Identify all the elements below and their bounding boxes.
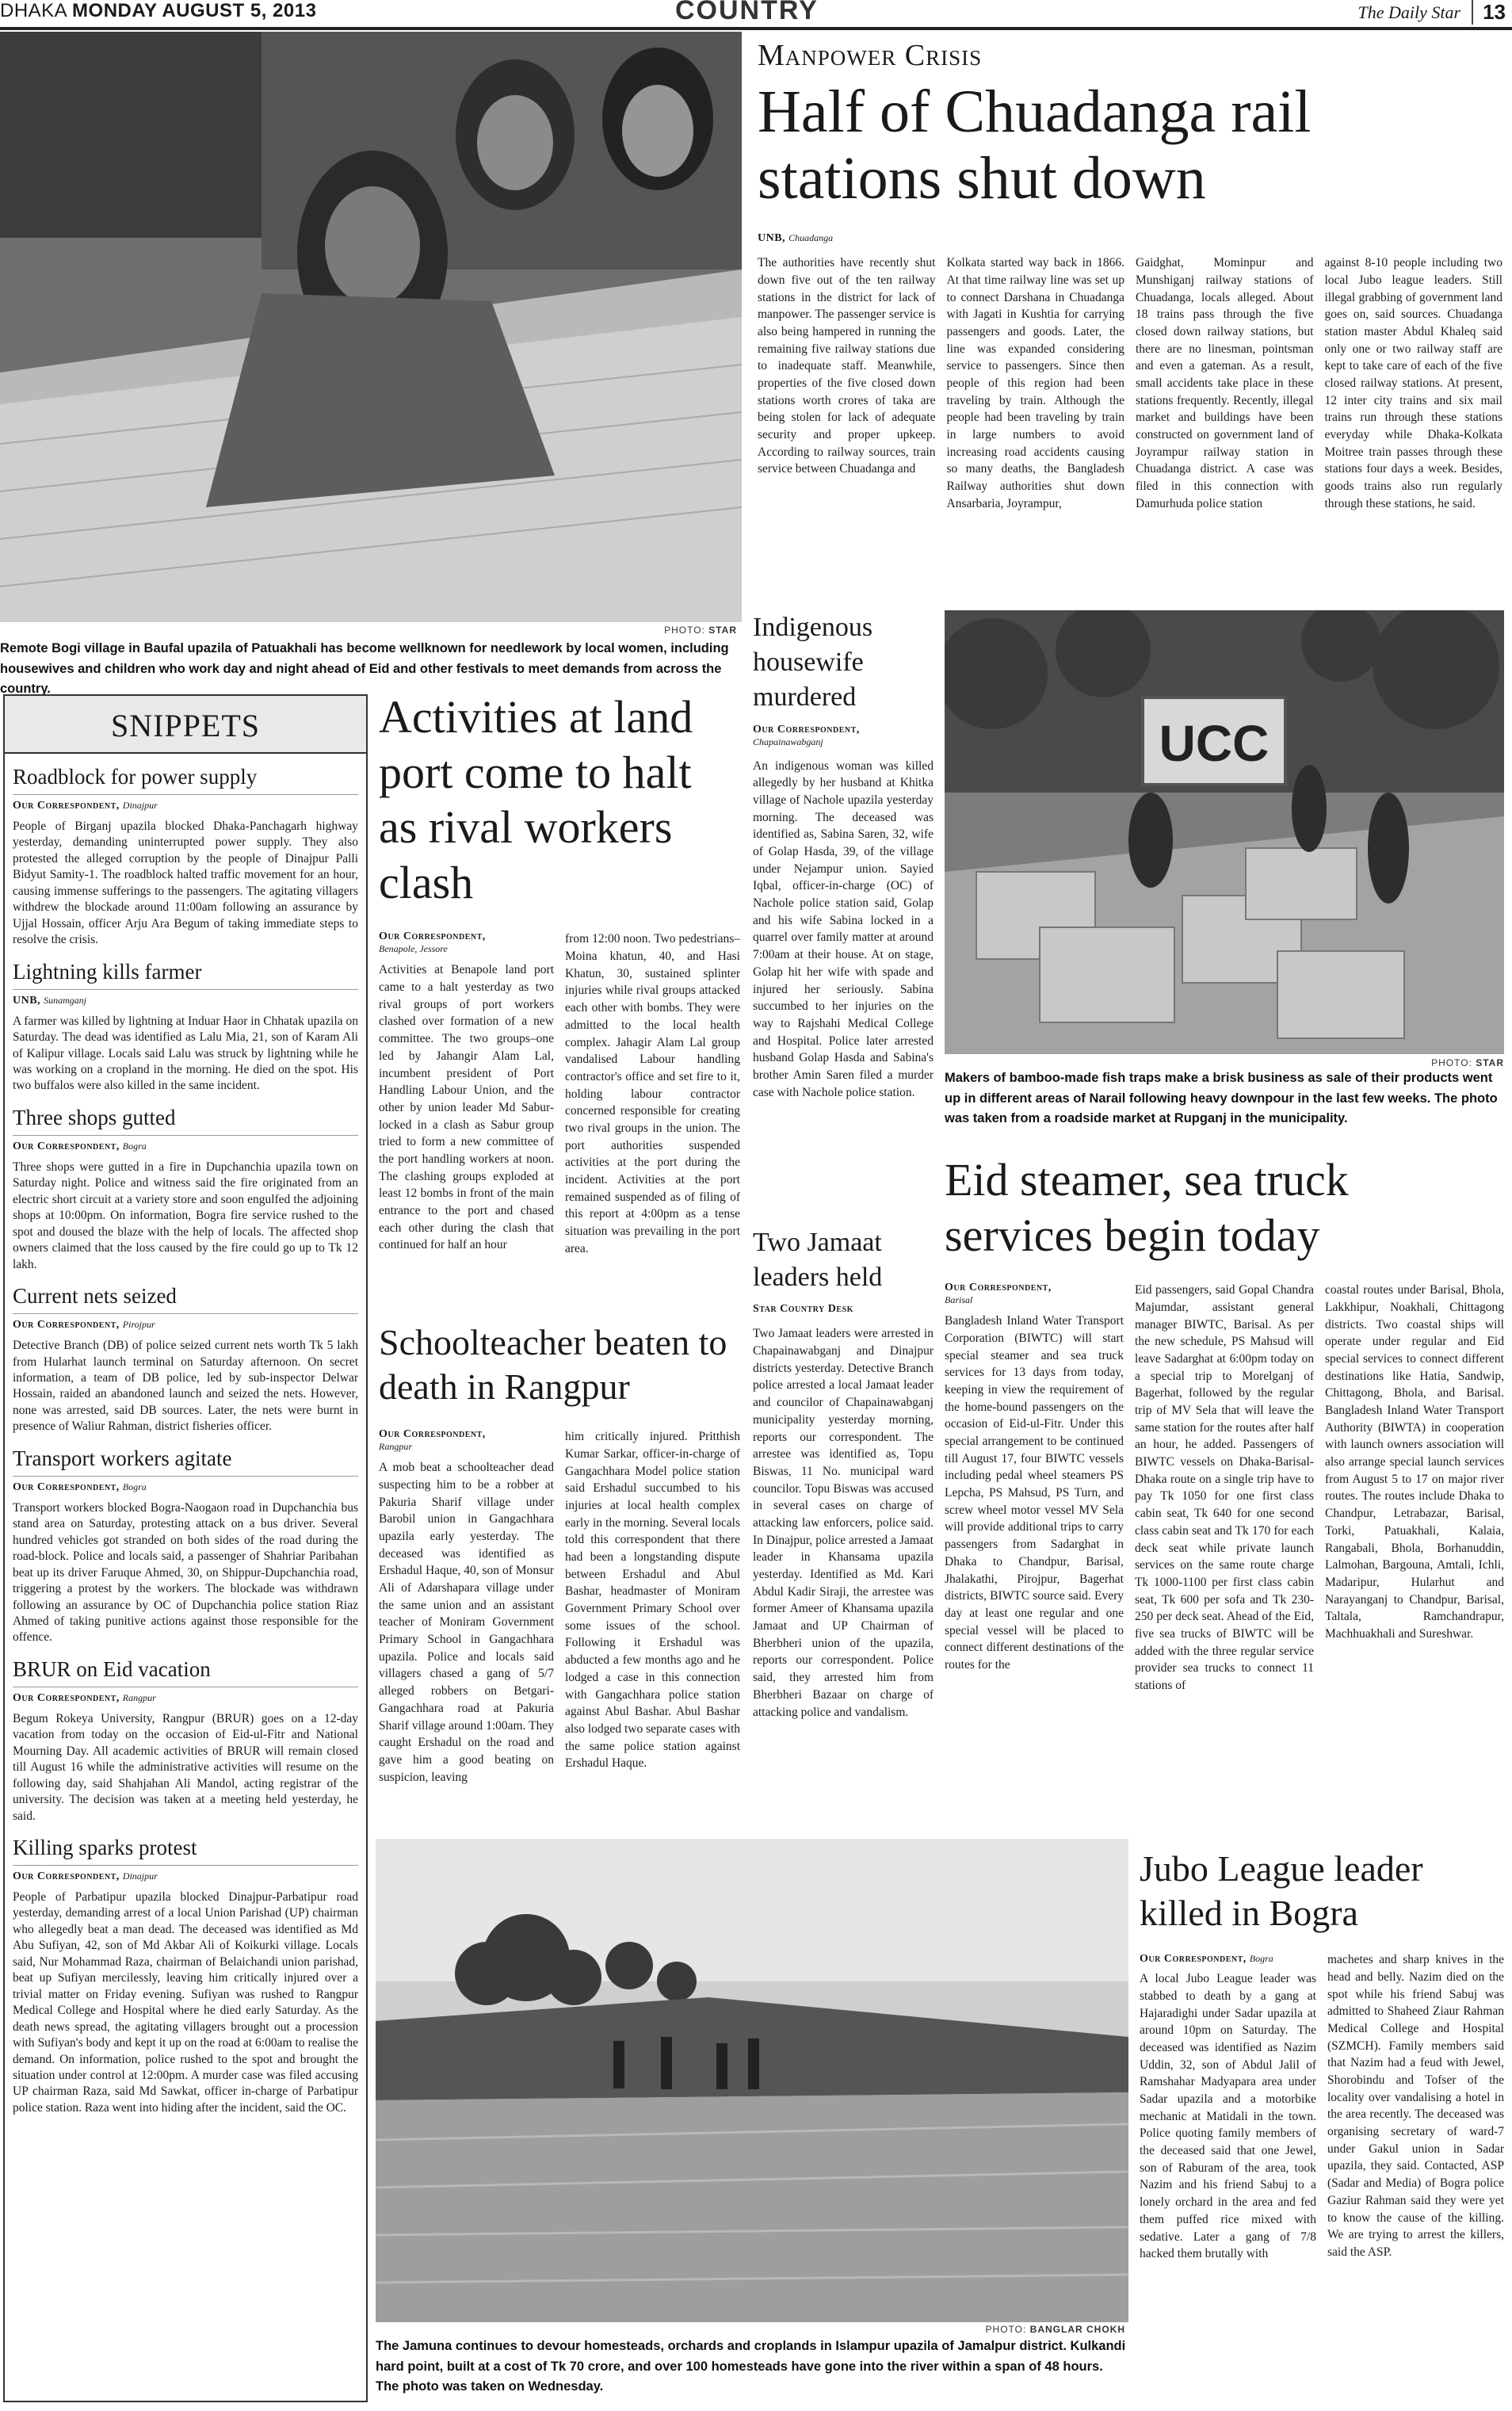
jamaat-headline: Two Jamaat leaders held — [753, 1228, 883, 1293]
snippet-place: Rangpur — [122, 1691, 156, 1703]
landport-col-2: from 12:00 noon. Two pedestrians–Moina khatun, 40, and Hasi Khatun, 30, sustained splinter injuries while rival groups attacked each other with bombs. They were admitted to the local health complex. Jahagir Alam Lal group vandalised Labour handling contractor's office and set fire to it, holding labour contractor concerned responsible for creating two rival groups in the union. The port authorities suspended activities at the port during the incident. Activities at the port remained suspended as of filing of this report at 4:00pm as a tense situation was prevailing in the port area. — [565, 932, 740, 1255]
steamer-place: Barisal — [945, 1294, 973, 1306]
rail-story — [758, 38, 1502, 513]
landport-columns — [379, 930, 740, 1257]
snippet-headline: Current nets seized — [13, 1284, 177, 1309]
snippet-text: People of Birganj upazila blocked Dhaka-Panchagarh highway yesterday, demanding uninterrupted power supply. They also protested the alleged corruption by the people of Dinajpur Palli Bidyut Samity-1. The roadblock halted traffic movement for an hour, causing immense sufferings to the passengers. The agitating villagers withdrew the blockade around 11:00am following an assurance by Ujjal Hossain, officer Arju Ara Begum of taking immediate steps to resolve the crisis. — [13, 820, 358, 947]
rail-col-2: Kolkata started way back in 1866. At that time railway line was set up to connect Darshana in Chuadanga with Jagati in Kushtia for carrying passengers and goods. Later, the line was expanded considering service to passengers. Since then people of this region had been traveling by train. Although the people had been traveling by train in large numbers to avoid increasing road accidents causing so many deaths, the Bangladesh Railway authorities shut down Ansarbaria, Joyrampur, — [946, 256, 1124, 510]
snippet-headline: Lightning kills farmer — [13, 959, 202, 984]
snippet-byline-name: UNB, — [13, 994, 41, 1007]
page-number: 13 — [1472, 0, 1506, 25]
snippet-byline — [13, 1135, 358, 1153]
snippet — [5, 1836, 366, 2116]
housewife-place: Chapainawabganj — [753, 736, 823, 747]
landport-headline: Activities at land port come to halt as rival workers clash — [379, 691, 693, 908]
credit-name: STAR — [708, 625, 737, 636]
photo1-credit — [555, 625, 737, 636]
credit-label: PHOTO: — [664, 625, 705, 636]
dateline-date: MONDAY AUGUST 5, 2013 — [72, 0, 317, 21]
rail-byline-row — [758, 231, 1502, 245]
housewife-headline: Indigenous housewife murdered — [753, 613, 873, 713]
jubo-byline-row — [1140, 1951, 1316, 1966]
snippet-headline: Three shops gutted — [13, 1105, 176, 1129]
rail-place: Chuadanga — [788, 232, 834, 244]
paper-logo: The Daily Star — [1357, 2, 1461, 22]
photo1-caption: Remote Bogi village in Baufal upazila of Patuakhali has become wellknown for needlework by local women, including housewives and children who work day and night ahead of Eid and other festivals to meet demands from across the country. — [0, 641, 729, 697]
housewife-byline: Our Correspondent, — [753, 723, 860, 736]
teacher-col-1: A mob beat a schoolteacher dead suspecting him to be a robber at Pakuria Sharif village under Barobil union in Gangachhara upazila early yesterday. The deceased was identified as Ershadul Haque, 40, son of Monsur Ali of Adarshapara village under the same union and an assistant teacher of Moniram Government Primary School in Gangachhara upazila. Police and locals said villagers chased a gang of 5/7 alleged robbers on Betgari-Gangachhara road at Pakuria Sharif village around 1:00am. They caught Ershadul on the road and gave him a good beating on suspicion, leaving — [379, 1461, 554, 1784]
snippet-text: Begum Rokeya University, Rangpur (BRUR) goes on a 12-day vacation from today on the occasion of Eid-ul-Fitr and National Mourning Day. All academic activities of BRUR will remain closed till August 16 while the administrative activities will resume on the following day, said Shahjahan Ali Mandol, acting registrar of the university. The decision was taken at a meeting held yesterday, he said. — [13, 1711, 358, 1823]
landport-col-1: Activities at Benapole land port came to a halt yesterday as two rival groups of port workers clashed over formation of a new committee. The two groups–one led by Jahangir Alam Lal, incumbent president of Port Handling Labour Union, and the other by union leader Md Sabur-locked in a clash as Sabur group tried to form a new committee of the port handling workers at noon. The clashing groups exploded at least 12 bombs in front of the main entrance to the port and chased each other during the clash that continued for half an hour — [379, 963, 554, 1252]
teacher-place: Rangpur — [379, 1441, 412, 1453]
snippet-text: Three shops were gutted in a fire in Dupchanchia upazila town on Saturday night. Police and witness said the fire originated from an electric short circuit at a variety store and soon engulfed the adjoining shops at 10:00pm. On information, Bogra fire service rushed to the spot and doused the blaze with the help of locals. The affected shop owners claimed that the loss caused by the fire could go up to Tk 12 lakh. — [13, 1160, 358, 1271]
jubo-col-1: A local Jubo League leader was stabbed to death by a gang at Hajaradighi under Sadar upazila at around 10pm on Saturday. The deceased was identified as Nazim Uddin, 32, son of Abdul Jalil of Ramshahar Madyapara area under Sadar upazila and a motorbike mechanic at Matidali in the town. Police quoting family members of the deceased said that one Jewel, son of Raburam of the area, took Nazim and his friend Sabuj to a lonely orchard in the area and fed them puffed rice mixed with sedative. Later a gang of 7/8 hacked them brutally with — [1140, 1972, 1316, 2261]
teacher-headline: Schoolteacher beaten to death in Rangpur — [379, 1322, 727, 1408]
snippet-headline: Roadblock for power supply — [13, 765, 258, 789]
snippet-headline: BRUR on Eid vacation — [13, 1656, 211, 1681]
snippet-byline — [13, 1313, 358, 1332]
jubo-columns — [1140, 1951, 1504, 2263]
credit-label: PHOTO: — [1431, 1057, 1472, 1068]
fishtrap-photo — [945, 610, 1504, 1054]
snippet-byline-name: Our Correspondent, — [13, 800, 120, 812]
steamer-col-1: Bangladesh Inland Water Transport Corporation (BIWTC) will start special steamer and sea truck services for 13 days from today, keeping in view the requirement of the home-bound passengers on the occasion of Eid-ul-Fitr. Under this special arrangement to be continued till August 17, four BIWTC vessels including pedal wheel steamers PS Lepcha, PS Mahsud, PS Turn, and screw wheel motor vessel MV Sela will provide additional trips to carry passengers from Sadarghat in Dhaka to Chandpur, Barisal, Jhalakathi, Pirojpur, Bagerhat districts, BIWTC source said. Every day at least one regular and one special vessel will be placed to connect different destinations of the routes for the — [945, 1314, 1124, 1672]
section-title: COUNTRY — [675, 0, 819, 25]
jamaat-text: Two Jamaat leaders were arrested in Chapainawabganj and Dinajpur districts yesterday. Detective Branch police arrested a local Jamaat leader and councilor of Chapainawabganj municipality yesterday morning, reports our correspondent. The arrestee was identified as, Topu Biswas, 11 No. municipal ward councilor. Topu Biswas was accused in several cases on charge of attacking law enforcers, police said. In Dinajpur, police arrested a Jamaat leader in Khansama upazila yesterday. Identified as Md. Kari Abdul Kadir Siraji, the arrestee was former Ameer of Khansama upazila Jamaat and UP Chairman of Bherbheri union of the upazila, reports our correspondent. Police said, they arrested him from Bherbheri Bazaar on charge of attacking police and vandalism. — [753, 1327, 934, 1719]
snippet — [5, 1657, 366, 1824]
snippet-place: Bogra — [122, 1140, 147, 1152]
rail-byline: UNB, — [758, 232, 786, 245]
snippet — [5, 765, 366, 949]
erosion-photo — [376, 1839, 1128, 2322]
dateline-city: DHAKA — [0, 0, 67, 21]
steamer-col-1-wrap — [945, 1282, 1124, 1695]
credit-name: BANGLAR CHOKH — [1029, 2324, 1125, 2335]
rail-col-3: Gaidghat, Mominpur and Munshiganj railway stations of Chuadanga, locals alleged. About 18 trains pass through the five closed down railway stations, but there are no linesman, pointsman and even a gateman. As a result, small accidents take place in these stations frequently. Recently, illegal market and buildings have been constructed on government land of Joyrampur railway station in Chuadanga district. A case was filed in this connection with Damurhuda police station — [1136, 256, 1314, 510]
snippet-byline-name: Our Correspondent, — [13, 1691, 120, 1704]
snippet-byline — [13, 1865, 358, 1883]
landport-col-1-wrap — [379, 930, 554, 1257]
snippet-headline: Killing sparks protest — [13, 1836, 197, 1860]
photo3-credit — [903, 2324, 1125, 2335]
dateline — [0, 0, 316, 22]
teacher-columns — [379, 1428, 740, 1786]
needlework-photo — [0, 32, 742, 622]
snippet-byline-name: Our Correspondent, — [13, 1481, 120, 1493]
snippets-title: SNIPPETS — [5, 696, 366, 754]
snippet-text: Transport workers blocked Bogra-Naogaon road in Dupchanchia bus stand area on Saturday, protesting attack on a bus driver. Several hundred vehicles got stranded on both sides of the road during the road-block. Police and locals said, a passenger of Shahriar Paribahan beat up its driver Faruque Ahmed, 30, on Shippur-Dupchanchia road, triggering a protest by the workers. The blockade was withdrawn following an assurance by OC of Dupchanchia police station Riaz Ahmed of taking punitive actions against those responsible for the offence. — [13, 1500, 358, 1645]
landport-place: Benapole, Jessore — [379, 943, 448, 955]
jubo-headline: Jubo League leader killed in Bogra — [1140, 1848, 1423, 1934]
credit-label: PHOTO: — [985, 2324, 1027, 2335]
snippet-byline-name: Our Correspondent, — [13, 1140, 120, 1152]
housewife-story — [753, 610, 934, 1101]
snippet-text: People of Parbatipur upazila blocked Dinajpur-Parbatipur road yesterday, demanding arrest of a local Union Parishad (UP) chairman who allegedly beat a man dead. The deceased was identified as Md Abu Sufiyan, 42, son of Md Akbar Ali of Koikurki village. Locals said, Nur Mohammad Raza, chairman of Belaichandi union parishad, beat up Sufiyan mercilessly, leaving him critically injured over a trivial matter on Friday evening. Sufiyan was rushed to Rangpur Medical College and Hospital where he died early Saturday. As the death news spread, the agitating villagers brought out a procession with Sufiyan's body and kept it up on the road at 6:00am to realise the demand. On information, police rushed to the spot and brought the situation under control at 12:00pm. A murder case was filed accusing UP chairman Raza, said Md Sawkat, officer in-charge of Parbatipur police station. Raza went into hiding after the incident, said the OC. — [13, 1890, 358, 2115]
rail-columns — [758, 254, 1502, 512]
steamer-col-2: Eid passengers, said Gopal Chandra Majumdar, assistant general manager BIWTC, Barisal. As per the new schedule, PS Mahsud will leave Sadarghat at 6:00pm today on a special trip to Morelganj of Bagerhat, followed by the regular trip of MV Sela that will leave the same station for the routes after half an hour, he added. Passengers of BIWTC vessels on Dhaka-Barisal-Dhaka route on a single trip have to pay Tk 1050 for one first class cabin seat, Tk 640 for one second class cabin seat and Tk 170 for each deck seat while private launch services on the same route charge Tk 1000-1100 per first class cabin seat, Tk 600 per sofa and Tk 230-250 per deck seat. Ahead of the Eid, five sea trucks of BIWTC will be added with the three regular service provider sea trucks to connect 11 stations of — [1135, 1283, 1314, 1692]
snippet-text: Detective Branch (DB) of police seized current nets worth Tk 5 lakh from Hularhat launch terminal on Saturday afternoon. On secret information, a team of DB police, led by sub-inspector Delwar Hossain, raided an abandoned launch and seized the nets. However, none was arrested, said DB sources. Later, the nets were burnt in presence of Waliur Rahman, district fisheries officer. — [13, 1339, 358, 1434]
jamaat-byline: Star Country Desk — [753, 1303, 853, 1316]
steamer-columns — [945, 1282, 1504, 1695]
rail-col-1: The authorities have recently shut down five out of the ten railway stations in the district for lack of manpower. The passenger service is also being hampered in running the remaining five railway stations due to inadequate staff. Meanwhile, properties of the five closed down stations worth crores of taka are being stolen for lack of adequate security and proper upkeep. According to railway sources, train service between Chuadanga and — [758, 256, 936, 476]
steamer-col-3: coastal routes under Barisal, Bhola, Lakkhipur, Noakhali, Chittagong districts. Two coastal ships will operate under regular and Eid special services to connect different destinations like Hatia, Sandwip, Chittagong, Bhola, and Barisal. Bangladesh Inland Water Transport Authority (BIWTA) in cooperation with launch owners association will also arrange special launch services from August 5 to 17 on major river routes. The routes include Dhaka to Chandpur, Letrabazar, Barisal, Torki, Patuakhali, Kalaia, Rangabali, Bhola, Borhanuddin, Lalmohan, Bargouna, Amtali, Ichli, Madaripur, Hularhut and Narayanganj to Chandpur, Barisal, Taltala, Ramchandrapur, Machhuakhali and Sureshwar. — [1325, 1283, 1504, 1641]
teacher-byline: Our Correspondent, — [379, 1428, 486, 1441]
snippet-byline — [13, 1476, 358, 1494]
teacher-col-1-wrap — [379, 1428, 554, 1786]
steamer-byline: Our Correspondent, — [945, 1282, 1052, 1294]
snippet — [5, 960, 366, 1095]
snippet — [5, 1446, 366, 1646]
sign-text: UCC — [1159, 715, 1270, 772]
snippet — [5, 1106, 366, 1273]
photo3-caption: The Jamuna continues to devour homesteads, orchards and croplands in Islampur upazila of Jamalpur district. Kulkandi hard point, built at a cost of Tk 70 crore, and over 100 homesteads have gone into the river within a span of 48 hours. The photo was taken on Wednesday. — [376, 2339, 1126, 2394]
snippet-place: Bogra — [122, 1481, 147, 1492]
snippet-place: Dinajpur — [122, 1870, 158, 1882]
snippet-byline-name: Our Correspondent, — [13, 1870, 120, 1883]
snippet-place: Sunamganj — [44, 994, 87, 1006]
jubo-place: Bogra — [1249, 1953, 1273, 1965]
snippet-byline — [13, 989, 358, 1007]
snippet-place: Dinajpur — [122, 800, 158, 811]
header-rule — [0, 27, 1512, 30]
masthead-right — [1358, 0, 1506, 25]
rail-col-4: against 8-10 people including two local Jubo league leaders. Still illegal grabbing of government land goes on, said sources. Chuadanga station master Abdul Khaleq said only one or two railway staff are kept to take care of each of the five closed railway stations. At present, 12 inter city trains and six mail trains run through these stations everyday while Dhaka-Kolkata Moitree train passes through these stations four days a week. Besides, goods trains also run regularly through these stations, he said. — [1324, 256, 1502, 510]
steamer-story — [945, 1152, 1504, 1695]
jubo-col-2: machetes and sharp knives in the head and belly. Nazim died on the spot while his friend Sabuj was admitted to Shaheed Ziaur Rahman Medical College and Hospital (SZMCH). Family members said that Nazim had a feud with Jewel, Shorobindu and Tofser of the locality over vandalising a hotel in the area recently. The deceased was organising secretary of ward-7 under Gakul union in Sadar upazila, they said. Contacted, ASP (Sadar and Media) of Bogra police Gaziur Rahman said they were yet to know the cause of the killing. We are trying to arrest the killers, said the ASP. — [1327, 1953, 1504, 2259]
teacher-col-2: him critically injured. Pritthish Kumar Sarkar, officer-in-charge of Gangachhara Model police station said Ershadul succumbed to his injuries at local health complex early in the morning. Several locals told this correspondent that there had been a longstanding dispute between Ershadul and Abul Bashar, headmaster of Moniram Government Primary School over some issues of the school. Following it Ershadul was abducted a few months ago and he lodged a case in this connection with Gangachhara police station against Abul Bashar. Abul Bashar also lodged two separate cases with the same police station against Ershadul Haque. — [565, 1430, 740, 1771]
snippet-byline — [13, 794, 358, 812]
jubo-byline: Our Correspondent, — [1140, 1953, 1247, 1966]
landport-story — [379, 690, 740, 1257]
rail-kicker: Manpower Crisis — [758, 39, 983, 72]
housewife-text: An indigenous woman was killed allegedly by her husband at Khitka village of Nachole upazila yesterday morning. The deceased was identified as, Sabina Saren, 32, wife of Golap Hasda, 39, of the village under Nejampur union. Sayied Iqbal, officer-in-charge (OC) of Nachole police station said, Golap and his wife Sabina locked in a quarrel over family matter at around 7:00am at their house. At on stage, Golap hit her wife with spade and injured her seriously. Sabina succumbed to her injuries on the way to Rajshahi Medical College and Hospital. Police later arrested husband Golap Hasda and Sabina's brother Amin Saren filed a murder case with Nachole police station. — [753, 758, 934, 1099]
steamer-headline: Eid steamer, sea truck services begin today — [945, 1154, 1349, 1261]
jubo-story — [1140, 1847, 1504, 2263]
snippets-box — [3, 694, 368, 2402]
credit-name: STAR — [1476, 1057, 1504, 1068]
snippet-place: Pirojpur — [122, 1319, 155, 1331]
snippet-headline: Transport workers agitate — [13, 1446, 232, 1470]
snippet — [5, 1284, 366, 1435]
photo2-caption: Makers of bamboo-made fish traps make a brisk business as sale of their products went up in different areas of Narail following heavy downpour in the last few weeks. The photo was taken from a roadside market at Rupganj in the municipality. — [945, 1071, 1498, 1126]
snippet-text: A farmer was killed by lightning at Induar Haor in Chhatak upazila on Saturday. The dead was identified as Lalu Mia, 21, son of Karam Ali of Kalipur village. Locals said Lalu was struck by lightning while he was working on a cropland in the morning. He died on the spot. His two buffalos were also killed in the same incident. — [13, 1014, 358, 1093]
photo2-credit — [1315, 1057, 1504, 1068]
jubo-col-1-wrap — [1140, 1951, 1316, 2263]
snippet-byline-name: Our Correspondent, — [13, 1319, 120, 1332]
rail-headline: Half of Chuadanga rail stations shut down — [758, 78, 1312, 212]
landport-byline: Our Correspondent, — [379, 930, 486, 943]
teacher-story — [379, 1320, 740, 1786]
snippet-byline — [13, 1687, 358, 1705]
jamaat-story — [753, 1225, 934, 1721]
